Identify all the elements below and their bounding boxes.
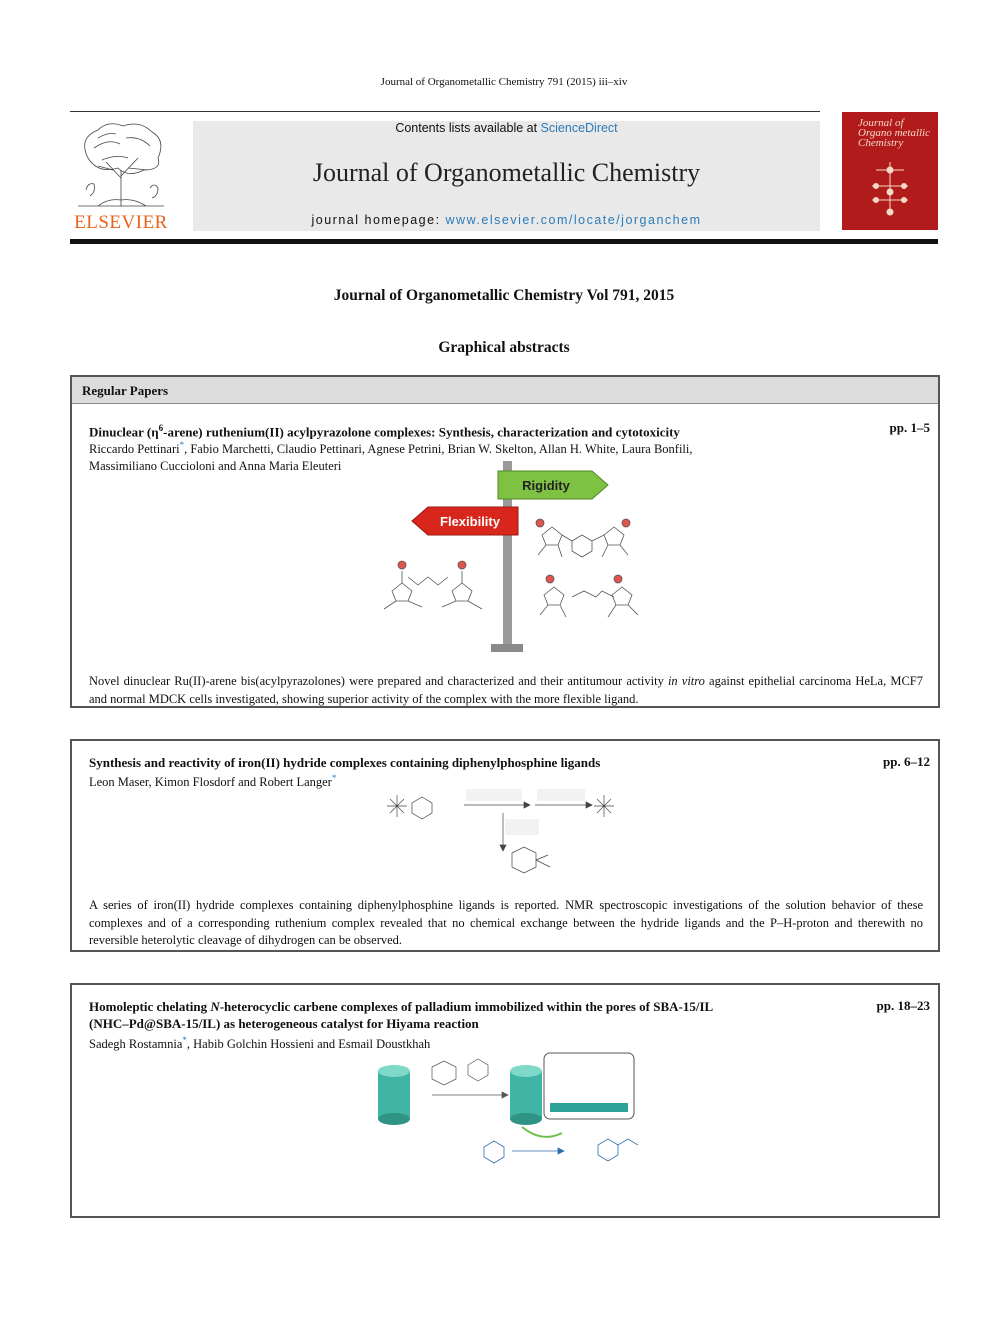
- graphical-abstract-2: [72, 783, 938, 893]
- journal-cover-thumbnail[interactable]: [842, 112, 938, 230]
- reaction-scheme: [387, 795, 614, 873]
- signpost-base: [491, 644, 523, 652]
- homepage-link[interactable]: www.elsevier.com/locate/jorganchem: [445, 213, 702, 227]
- corresponding-author-mark[interactable]: *: [182, 1035, 187, 1045]
- journal-homepage: journal homepage: www.elsevier.com/locate/jorganchem: [311, 213, 702, 227]
- graphical-abstract-1: [72, 461, 938, 661]
- sba15-surface-bar: [550, 1103, 628, 1112]
- paper-box-1: [70, 375, 940, 708]
- elsevier-logo[interactable]: [68, 118, 174, 234]
- elsevier-tree-icon: [68, 118, 174, 210]
- paper-abstract-2: A series of iron(II) hydride complexes containing diphenylphosphine ligands is reported. NMR spectroscopic investigations of the solution behavior of these complexes and of a corresponding ruthenium complex revealed that no chemical exchange between the hydride ligands and the P–H-proton and therewith no reversible heterolytic cleavage of dihydrogen can be observed.: [89, 898, 923, 947]
- section-title: Graphical abstracts: [438, 339, 570, 356]
- contents-availability: Contents lists available at ScienceDirect: [395, 121, 618, 135]
- flexible-complex-structure: [384, 561, 482, 609]
- cover-title: Journal of Organo metallic Chemistry: [858, 117, 930, 149]
- header-rule: [70, 111, 820, 112]
- journal-banner: [193, 121, 820, 231]
- nhc-pd-complex: [432, 1059, 508, 1098]
- paper-pages-3: pp. 18–23: [876, 998, 930, 1013]
- sciencedirect-link[interactable]: ScienceDirect: [540, 121, 618, 135]
- paper-title-1[interactable]: Dinuclear $(\eta^6-arene)$ ruthenium(II) acylpyrazolone complexes: Synthesis, characterization and cytotoxicity: [89, 423, 680, 440]
- rigidity-label: Rigidity: [522, 478, 570, 493]
- paper-title-3[interactable]: Homoleptic chelating N-heterocyclic carbene complexes of palladium immobilized within the pores of SBA-15/IL (NHC–Pd@SBA-15/IL) as heterogeneous catalyst for Hiyama reaction: [89, 999, 714, 1031]
- paper-box-3: [70, 983, 940, 1218]
- cover-molecule-icon: [842, 112, 938, 230]
- flexibility-label: Flexibility: [440, 514, 500, 529]
- reaction-conditions: [466, 789, 585, 835]
- header-thick-rule: [70, 239, 938, 244]
- paper-pages-1: pp. 1–5: [889, 420, 930, 435]
- paper-title-2[interactable]: Synthesis and reactivity of iron(II) hydride complexes containing diphenylphosphine ligands: [89, 755, 601, 770]
- running-head: Journal of Organometallic Chemistry 791 (2015) iii–xiv: [380, 76, 628, 88]
- sba15-cylinder-left: [378, 1065, 410, 1125]
- paper-abstract-1: Novel dinuclear Ru(II)-arene bis(acylpyrazolones) were prepared and characterized and their antitumour activity in vitro against epithelial carcinoma HeLa, MCF7 and normal MDCK cells investigated, showing superior activity of the complex with the more flexible ligand.: [89, 674, 923, 706]
- corresponding-author-mark[interactable]: *: [179, 440, 185, 450]
- hiyama-reaction: [484, 1139, 638, 1163]
- journal-name: Journal of Organometallic Chemistry: [312, 158, 701, 187]
- paper-pages-2: pp. 6–12: [883, 754, 930, 769]
- rigid-complex-structure-2: [540, 575, 638, 617]
- paper-box-2: [70, 739, 940, 952]
- category-header: Regular Papers: [72, 377, 938, 404]
- rigid-complex-structure-1: [536, 519, 630, 557]
- catalytic-cycle-arrow: [522, 1127, 562, 1137]
- elsevier-wordmark: ELSEVIER: [74, 212, 168, 233]
- paper-authors-1: Riccardo Pettinari*, Fabio Marchetti, Claudio Pettinari, Agnese Petrini, Brian W. Skelton, Allan H. White, Laura Bonfili, Massimiliano Cuccioloni and Anna Maria Eleuteri: [89, 440, 693, 474]
- paper-authors-3: Sadegh Rostamnia*, Habib Golchin Hossieni and Esmail Doustkhah: [89, 1035, 431, 1052]
- volume-title: Journal of Organometallic Chemistry Vol 791, 2015: [333, 287, 675, 304]
- sba15-cylinder-right: [510, 1065, 542, 1125]
- corresponding-author-mark[interactable]: *: [331, 773, 337, 783]
- graphical-abstract-3: [72, 1047, 938, 1167]
- paper-authors-2: Leon Maser, Kimon Flosdorf and Robert Langer*: [89, 773, 337, 790]
